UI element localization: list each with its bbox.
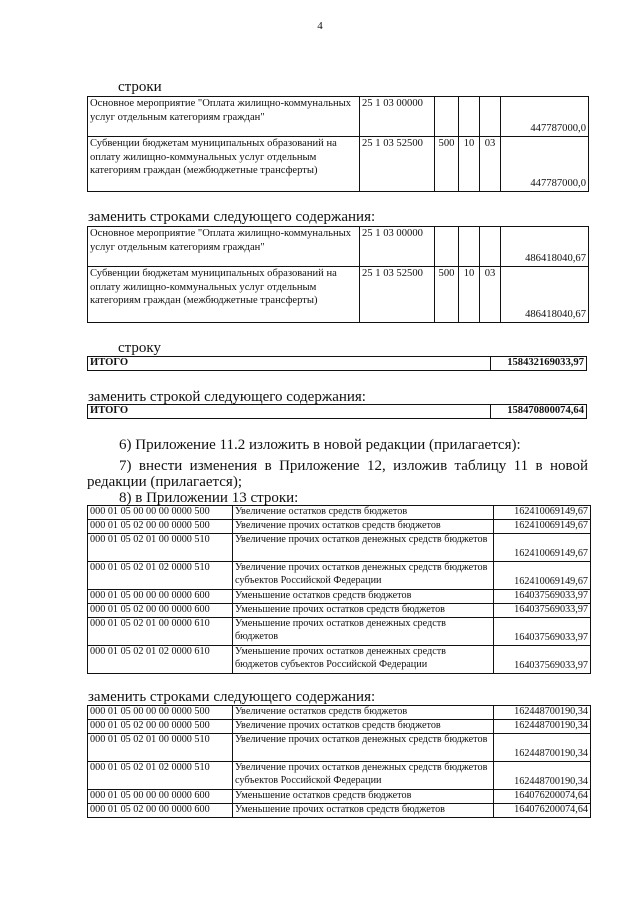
section-label-replace-rows: заменить строками следующего содержания: [88, 209, 376, 225]
source-code: 000 01 05 00 00 00 0000 600 [88, 590, 233, 604]
source-code: 000 01 05 02 01 02 0000 610 [88, 646, 233, 674]
source-amount: 162410069149,67 [494, 534, 591, 562]
table-row [88, 562, 591, 590]
section-label-replace-total: заменить строкой следующего содержания: [88, 389, 366, 405]
row-amount: 447787000,0 [501, 137, 589, 192]
source-code: 000 01 05 02 00 00 0000 600 [88, 604, 233, 618]
source-name: Уменьшение прочих остатков средств бюджетов [233, 804, 494, 818]
source-amount: 162448700190,34 [494, 734, 591, 762]
source-name: Увеличение остатков средств бюджетов [233, 706, 494, 720]
row-pr: 03 [480, 137, 501, 192]
row-amount: 447787000,0 [501, 97, 589, 137]
source-amount: 164076200074,64 [494, 790, 591, 804]
table-row [88, 790, 591, 804]
source-code: 000 01 05 00 00 00 0000 500 [88, 706, 233, 720]
row-rz: 10 [459, 137, 480, 192]
table-row [88, 590, 591, 604]
source-amount: 162448700190,34 [494, 706, 591, 720]
row-pr [480, 227, 501, 267]
source-name: Уменьшение остатков средств бюджетов [233, 590, 494, 604]
section-label-replace-sources: заменить строками следующего содержания: [88, 689, 376, 705]
table-row [88, 520, 591, 534]
source-name: Уменьшение прочих остатков денежных средств бюджетов субъектов Российской Федерации [233, 646, 494, 674]
source-name: Увеличение прочих остатков денежных средств бюджетов субъектов Российской Федерации [233, 562, 494, 590]
source-amount: 164037569033,97 [494, 590, 591, 604]
section-label-old-total: строку [118, 340, 161, 356]
source-code: 000 01 05 02 00 00 0000 500 [88, 720, 233, 734]
row-vr [435, 227, 459, 267]
paragraph-8: 8) в Приложении 13 строки: [119, 490, 299, 506]
source-code: 000 01 05 02 01 02 0000 510 [88, 562, 233, 590]
source-amount: 162410069149,67 [494, 506, 591, 520]
source-name: Увеличение прочих остатков денежных средств бюджетов субъектов Российской Федерации [233, 762, 494, 790]
row-code: 25 1 03 52500 [360, 137, 435, 192]
source-name: Увеличение прочих остатков денежных средств бюджетов [233, 534, 494, 562]
total-label: ИТОГО [88, 357, 491, 371]
row-name: Основное мероприятие "Оплата жилищно-коммунальных услуг отдельным категориям граждан" [88, 227, 360, 267]
table-row [88, 604, 591, 618]
source-name: Уменьшение прочих остатков денежных средств бюджетов [233, 618, 494, 646]
row-vr [435, 97, 459, 137]
source-amount: 164037569033,97 [494, 618, 591, 646]
row-code: 25 1 03 52500 [360, 267, 435, 323]
row-rz [459, 227, 480, 267]
row-rz: 10 [459, 267, 480, 323]
source-code: 000 01 05 00 00 00 0000 600 [88, 790, 233, 804]
source-amount: 162448700190,34 [494, 762, 591, 790]
table-row [88, 267, 589, 323]
source-amount: 162410069149,67 [494, 520, 591, 534]
source-code: 000 01 05 02 00 00 0000 500 [88, 520, 233, 534]
budget-table-new [87, 226, 589, 323]
table-row [88, 97, 589, 137]
source-name: Увеличение остатков средств бюджетов [233, 506, 494, 520]
row-name: Основное мероприятие "Оплата жилищно-коммунальных услуг отдельным категориям граждан" [88, 97, 360, 137]
table-row [88, 646, 591, 674]
section-label-old-rows: строки [118, 79, 162, 95]
row-vr: 500 [435, 267, 459, 323]
table-row [88, 137, 589, 192]
row-pr: 03 [480, 267, 501, 323]
source-name: Увеличение прочих остатков денежных средств бюджетов [233, 734, 494, 762]
source-code: 000 01 05 02 01 00 0000 610 [88, 618, 233, 646]
total-table-old [87, 356, 587, 371]
source-code: 000 01 05 00 00 00 0000 500 [88, 506, 233, 520]
source-amount: 162448700190,34 [494, 720, 591, 734]
table-row [88, 734, 591, 762]
row-vr: 500 [435, 137, 459, 192]
table-row [88, 804, 591, 818]
table-row [88, 506, 591, 520]
total-table-new [87, 404, 587, 419]
table-row [88, 357, 587, 371]
source-code: 000 01 05 02 01 02 0000 510 [88, 762, 233, 790]
row-pr [480, 97, 501, 137]
sources-table-old [87, 505, 591, 674]
table-row [88, 618, 591, 646]
row-name: Субвенции бюджетам муниципальных образований на оплату жилищно-коммунальных услуг отдельным категориям граждан (межбюджетные трансферты) [88, 267, 360, 323]
source-name: Увеличение прочих остатков средств бюджетов [233, 720, 494, 734]
table-row [88, 762, 591, 790]
budget-table-old [87, 96, 589, 192]
table-row [88, 227, 589, 267]
source-name: Уменьшение остатков средств бюджетов [233, 790, 494, 804]
source-name: Увеличение прочих остатков средств бюджетов [233, 520, 494, 534]
total-label: ИТОГО [88, 405, 491, 419]
row-amount: 486418040,67 [501, 227, 589, 267]
source-code: 000 01 05 02 01 00 0000 510 [88, 734, 233, 762]
paragraph-7-line-1: 7) внести изменения в Приложение 12, изложив таблицу 11 в новой [119, 458, 588, 474]
paragraph-6: 6) Приложение 11.2 изложить в новой редакции (прилагается): [119, 437, 521, 453]
row-name: Субвенции бюджетам муниципальных образований на оплату жилищно-коммунальных услуг отдельным категориям граждан (межбюджетные трансферты) [88, 137, 360, 192]
table-row [88, 534, 591, 562]
total-value: 158470800074,64 [491, 405, 587, 419]
source-amount: 164076200074,64 [494, 804, 591, 818]
source-name: Уменьшение прочих остатков средств бюджетов [233, 604, 494, 618]
source-amount: 164037569033,97 [494, 604, 591, 618]
source-code: 000 01 05 02 01 00 0000 510 [88, 534, 233, 562]
table-row [88, 720, 591, 734]
source-amount: 162410069149,67 [494, 562, 591, 590]
source-code: 000 01 05 02 00 00 0000 600 [88, 804, 233, 818]
paragraph-7-line-2: редакции (прилагается); [87, 474, 242, 490]
table-row [88, 405, 587, 419]
row-code: 25 1 03 00000 [360, 97, 435, 137]
sources-table-new [87, 705, 591, 818]
table-row [88, 706, 591, 720]
row-code: 25 1 03 00000 [360, 227, 435, 267]
source-amount: 164037569033,97 [494, 646, 591, 674]
total-value: 158432169033,97 [491, 357, 587, 371]
row-rz [459, 97, 480, 137]
row-amount: 486418040,67 [501, 267, 589, 323]
page-number: 4 [317, 20, 323, 32]
